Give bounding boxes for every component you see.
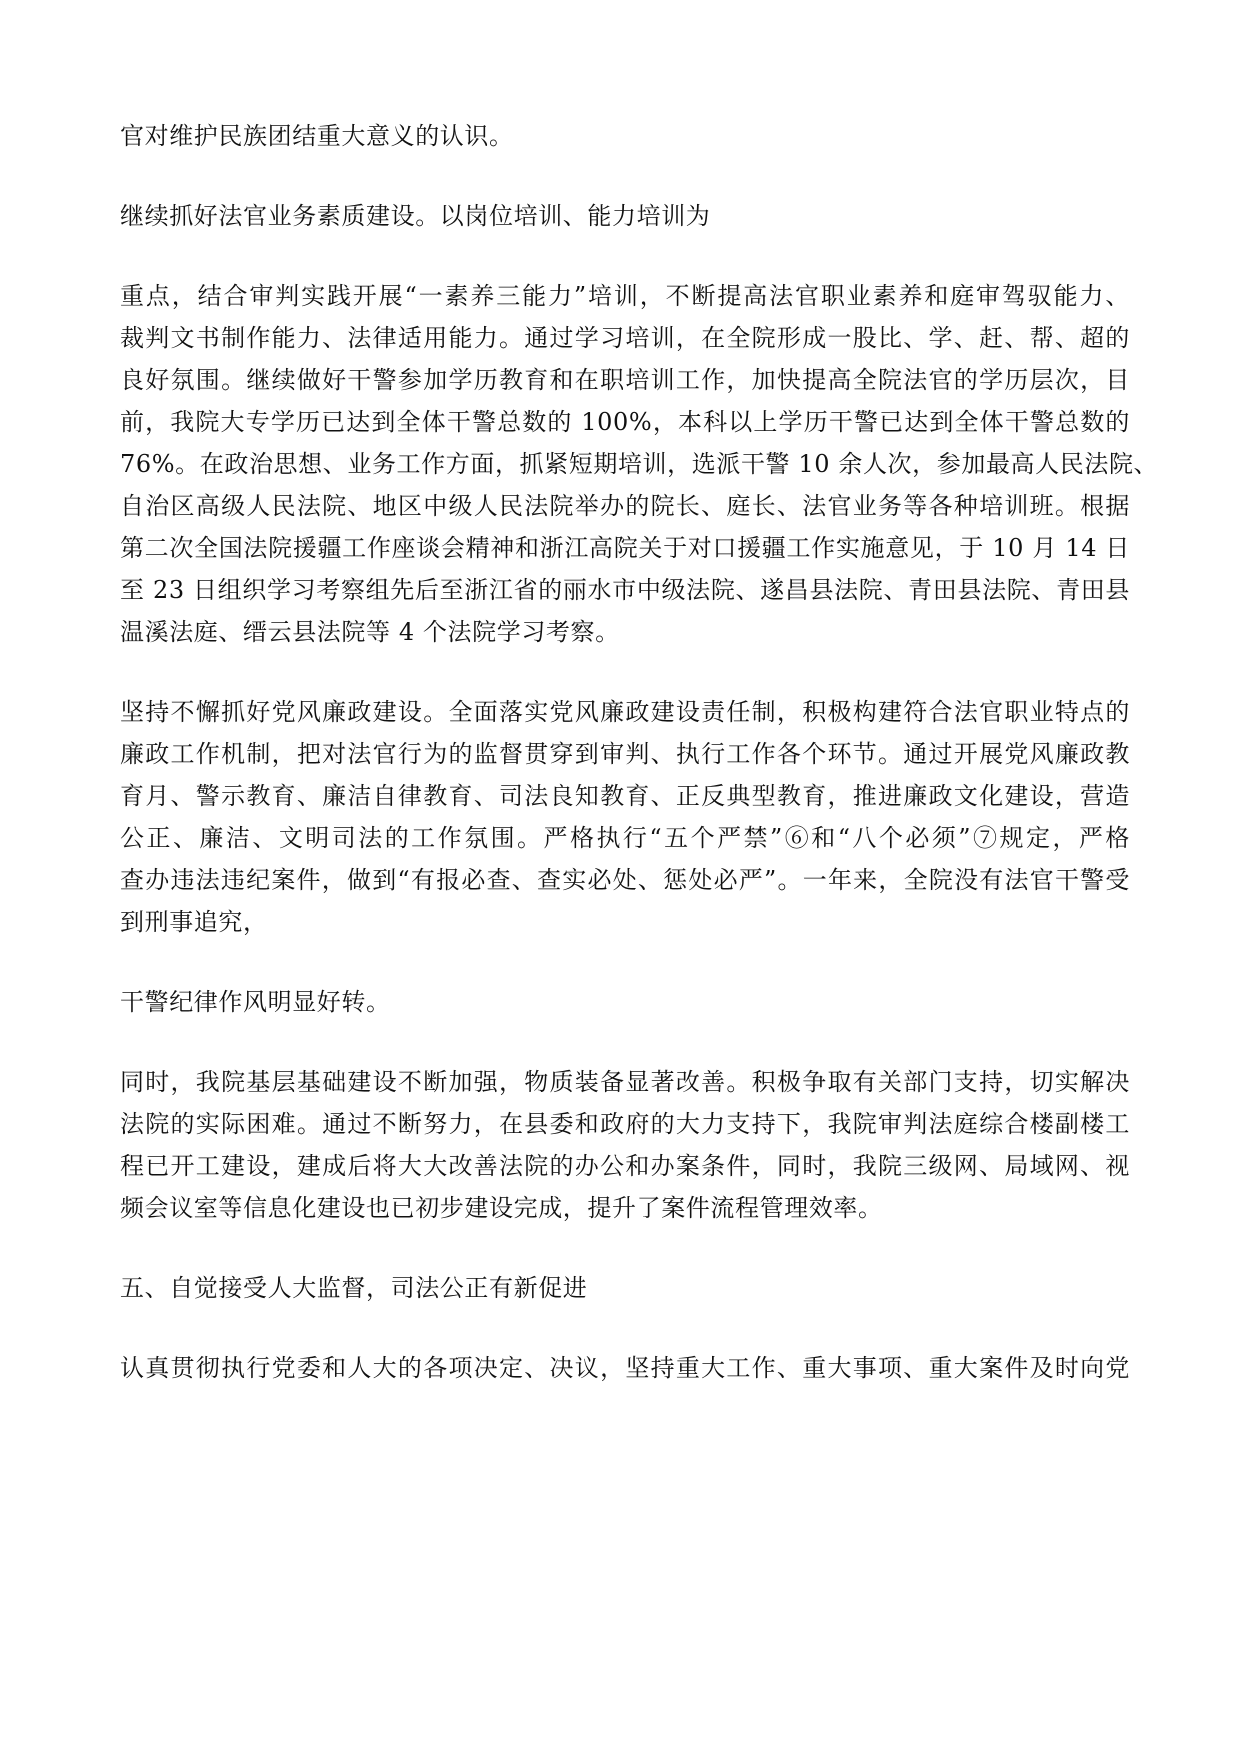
text-line: 同时，我院基层基础建设不断加强，物质装备显著改善。积极争取有关部门支持，切实解决 xyxy=(120,1068,1130,1096)
text-line: 至 23 日组织学习考察组先后至浙江省的丽水市中级法院、遂昌县法院、青田县法院、青田县 xyxy=(120,576,1130,604)
text-line: 育月、警示教育、廉洁自律教育、司法良知教育、正反典型教育，推进廉政文化建设，营造 xyxy=(120,782,1130,810)
text-line: 廉政工作机制，把对法官行为的监督贯穿到审判、执行工作各个环节。通过开展党风廉政教 xyxy=(120,740,1130,768)
text-line: 官对维护民族团结重大意义的认识。 xyxy=(120,122,514,150)
text-line: 76%。在政治思想、业务工作方面，抓紧短期培训，选派干警 10 余人次，参加最高人民法院、 xyxy=(120,450,1159,478)
text-line: 良好氛围。继续做好干警参加学历教育和在职培训工作，加快提高全院法官的学历层次，目 xyxy=(120,366,1130,394)
text-line: 到刑事追究， xyxy=(120,908,268,936)
text-line: 继续抓好法官业务素质建设。以岗位培训、能力培训为 xyxy=(120,202,711,230)
section-heading: 五、自觉接受人大监督，司法公正有新促进 xyxy=(120,1274,588,1302)
text-line: 前，我院大专学历已达到全体干警总数的 100%，本科以上学历干警已达到全体干警总数的 xyxy=(120,408,1130,436)
text-line: 坚持不懈抓好党风廉政建设。全面落实党风廉政建设责任制，积极构建符合法官职业特点的 xyxy=(120,698,1130,726)
text-line: 裁判文书制作能力、法律适用能力。通过学习培训，在全院形成一股比、学、赶、帮、超的 xyxy=(120,324,1130,352)
text-line: 认真贯彻执行党委和人大的各项决定、决议，坚持重大工作、重大事项、重大案件及时向党 xyxy=(120,1354,1130,1382)
text-line: 自治区高级人民法院、地区中级人民法院举办的院长、庭长、法官业务等各种培训班。根据 xyxy=(120,492,1130,520)
text-line: 频会议室等信息化建设也已初步建设完成，提升了案件流程管理效率。 xyxy=(120,1194,883,1222)
text-line: 温溪法庭、缙云县法院等 4 个法院学习考察。 xyxy=(120,618,620,646)
text-line: 干警纪律作风明显好转。 xyxy=(120,988,391,1016)
text-line: 法院的实际困难。通过不断努力，在县委和政府的大力支持下，我院审判法庭综合楼副楼工 xyxy=(120,1110,1130,1138)
text-line: 查办违法违纪案件，做到“有报必查、查实必处、惩处必严”。一年来，全院没有法官干警受 xyxy=(120,866,1130,894)
text-line: 重点，结合审判实践开展“一素养三能力”培训，不断提高法官职业素养和庭审驾驭能力、 xyxy=(120,282,1130,310)
text-line: 公正、廉洁、文明司法的工作氛围。严格执行“五个严禁”⑥和“八个必须”⑦规定，严格 xyxy=(120,824,1130,852)
text-line: 程已开工建设，建成后将大大改善法院的办公和办案条件，同时，我院三级网、局域网、视 xyxy=(120,1152,1130,1180)
text-line: 第二次全国法院援疆工作座谈会精神和浙江高院关于对口援疆工作实施意见，于 10 月 14 日 xyxy=(120,534,1130,562)
